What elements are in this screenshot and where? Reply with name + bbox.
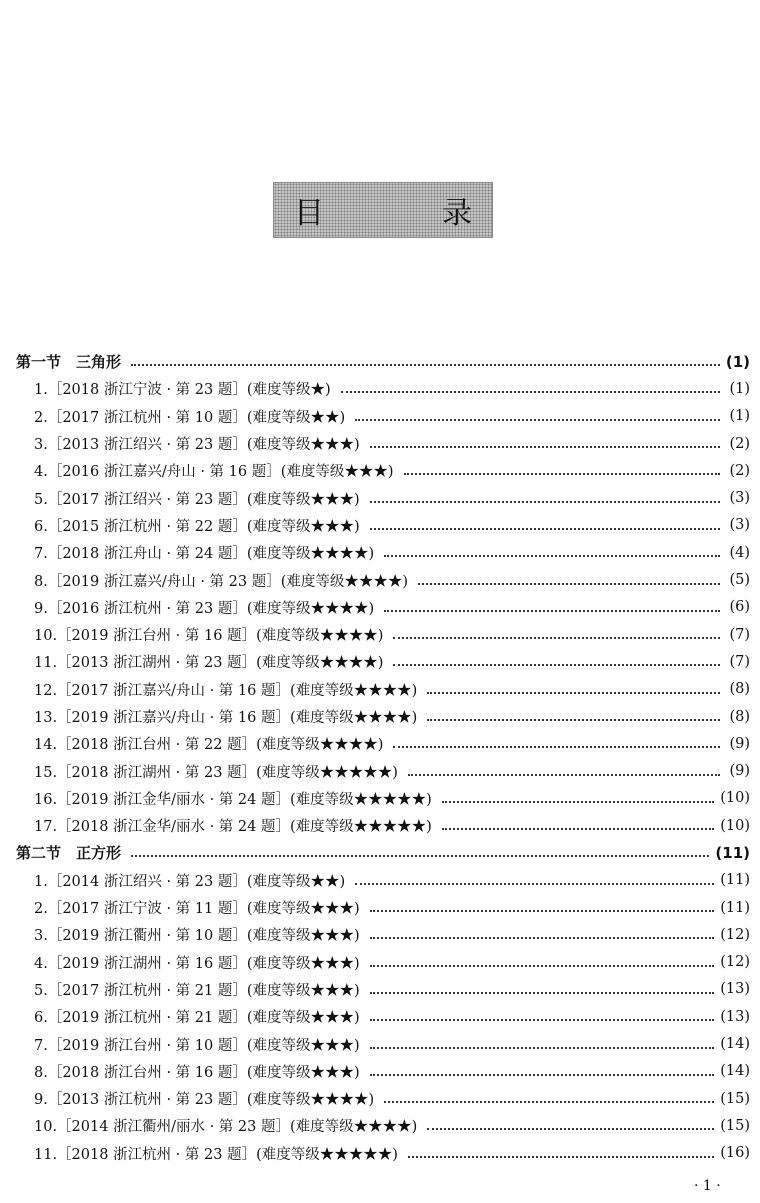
- page-number: · 1 ·: [694, 1178, 721, 1194]
- toc-entry[interactable]: [16, 703, 750, 730]
- toc-entry[interactable]: [16, 457, 750, 484]
- toc-section-heading[interactable]: [16, 839, 750, 866]
- toc-entry[interactable]: [16, 1140, 750, 1167]
- dot-leader: [370, 909, 715, 912]
- toc-entry[interactable]: [16, 375, 750, 402]
- toc-entry[interactable]: [16, 1085, 750, 1112]
- toc-entry[interactable]: [16, 403, 750, 430]
- dot-leader: [384, 609, 720, 612]
- entry-page-number: (8): [729, 681, 750, 698]
- entry-label: 7.［2018 浙江舟山 · 第 24 题］(难度等级★★★★): [34, 546, 375, 563]
- entry-page-number: (13): [720, 1008, 750, 1025]
- dot-leader: [408, 1155, 714, 1158]
- entry-page-number: (8): [729, 708, 750, 725]
- dot-leader: [404, 472, 720, 475]
- dot-leader: [370, 964, 715, 967]
- entry-label: 2.［2017 浙江宁波 · 第 11 题］(难度等级★★★): [34, 901, 360, 918]
- entry-page-number: (9): [729, 763, 750, 780]
- entry-page-number: (5): [729, 572, 750, 589]
- entry-label: 4.［2016 浙江嘉兴/舟山 · 第 16 题］(难度等级★★★): [34, 464, 394, 481]
- dot-leader: [384, 1100, 714, 1103]
- entry-page-number: (14): [720, 1063, 750, 1080]
- dot-leader: [370, 445, 720, 448]
- toc-entry[interactable]: [16, 566, 750, 593]
- entry-label: 16.［2019 浙江金华/丽水 · 第 24 题］(难度等级★★★★★): [34, 791, 432, 808]
- entry-label: 4.［2019 浙江湖州 · 第 16 题］(难度等级★★★): [34, 955, 360, 972]
- toc-entry[interactable]: [16, 539, 750, 566]
- entry-page-number: (16): [720, 1145, 750, 1162]
- entry-label: 8.［2019 浙江嘉兴/舟山 · 第 23 题］(难度等级★★★★): [34, 573, 409, 590]
- entry-label: 6.［2019 浙江杭州 · 第 21 题］(难度等级★★★): [34, 1010, 360, 1027]
- entry-page-number: (15): [720, 1117, 750, 1134]
- toc-entry[interactable]: [16, 1003, 750, 1030]
- toc-entry[interactable]: [16, 757, 750, 784]
- section-title: 第一节 三角形: [16, 353, 122, 372]
- entry-label: 6.［2015 浙江杭州 · 第 22 题］(难度等级★★★): [34, 518, 360, 535]
- dot-leader: [341, 390, 720, 393]
- entry-page-number: (2): [729, 435, 750, 452]
- toc-title-box: [273, 182, 516, 238]
- toc-title: 目 录: [294, 196, 516, 231]
- dot-leader: [370, 1046, 715, 1049]
- entry-label: 1.［2014 浙江绍兴 · 第 23 题］(难度等级★★): [34, 873, 346, 890]
- entry-label: 12.［2017 浙江嘉兴/舟山 · 第 16 题］(难度等级★★★★): [34, 682, 418, 699]
- toc-entry[interactable]: [16, 730, 750, 757]
- entry-page-number: (4): [729, 544, 750, 561]
- entry-page-number: (9): [729, 735, 750, 752]
- dot-leader: [418, 582, 720, 585]
- dot-leader: [384, 554, 720, 557]
- dot-leader: [393, 636, 720, 639]
- entry-page-number: (7): [729, 653, 750, 670]
- dot-leader: [370, 527, 720, 530]
- toc-entry[interactable]: [16, 921, 750, 948]
- entry-label: 3.［2013 浙江绍兴 · 第 23 题］(难度等级★★★): [34, 437, 360, 454]
- dot-leader: [408, 773, 720, 776]
- dot-leader: [393, 745, 720, 748]
- entry-label: 17.［2018 浙江金华/丽水 · 第 24 题］(难度等级★★★★★): [34, 819, 432, 836]
- toc-entry[interactable]: [16, 785, 750, 812]
- entry-label: 13.［2019 浙江嘉兴/舟山 · 第 16 题］(难度等级★★★★): [34, 710, 418, 726]
- entry-label: 11.［2018 浙江杭州 · 第 23 题］(难度等级★★★★★): [34, 1146, 398, 1163]
- dot-leader: [442, 827, 714, 830]
- toc-entry[interactable]: [16, 648, 750, 675]
- entry-label: 1.［2018 浙江宁波 · 第 23 题］(难度等级★): [34, 382, 331, 399]
- toc-entry[interactable]: [16, 867, 750, 894]
- entry-page-number: (10): [720, 790, 750, 807]
- section-page-number: (11): [715, 843, 750, 862]
- entry-label: 14.［2018 浙江台州 · 第 22 题］(难度等级★★★★): [34, 737, 384, 754]
- toc-section-heading[interactable]: [16, 348, 750, 375]
- entry-page-number: (2): [729, 462, 750, 479]
- dot-leader: [355, 882, 714, 885]
- section-page-number: (1): [725, 352, 750, 371]
- toc-entry[interactable]: [16, 430, 750, 457]
- entry-label: 11.［2013 浙江湖州 · 第 23 题］(难度等级★★★★): [34, 655, 384, 672]
- entry-page-number: (1): [729, 380, 750, 397]
- entry-page-number: (11): [720, 872, 750, 889]
- dot-leader: [427, 718, 720, 721]
- entry-page-number: (10): [720, 817, 750, 834]
- toc-entry[interactable]: [16, 621, 750, 648]
- toc-entry[interactable]: [16, 1058, 750, 1085]
- entry-page-number: (7): [729, 626, 750, 643]
- entry-label: 7.［2019 浙江台州 · 第 10 题］(难度等级★★★): [34, 1037, 360, 1054]
- entry-page-number: (11): [720, 899, 750, 916]
- entry-page-number: (12): [720, 926, 750, 943]
- dot-leader: [370, 1018, 715, 1021]
- entry-page-number: (14): [720, 1036, 750, 1053]
- entry-page-number: (3): [729, 490, 750, 507]
- table-of-contents: [16, 348, 750, 1167]
- dot-leader: [355, 418, 720, 421]
- toc-entry[interactable]: [16, 1030, 750, 1057]
- entry-label: 10.［2014 浙江衢州/丽水 · 第 23 题］(难度等级★★★★): [34, 1119, 418, 1136]
- entry-label: 2.［2017 浙江杭州 · 第 10 题］(难度等级★★): [34, 409, 346, 426]
- entry-label: 3.［2019 浙江衢州 · 第 10 题］(难度等级★★★): [34, 928, 360, 945]
- entry-page-number: (12): [720, 954, 750, 971]
- toc-entry[interactable]: [16, 512, 750, 539]
- entry-page-number: (6): [729, 599, 750, 616]
- entry-label: 8.［2018 浙江台州 · 第 16 题］(难度等级★★★): [34, 1064, 360, 1081]
- entry-label: 15.［2018 浙江湖州 · 第 23 题］(难度等级★★★★★): [34, 764, 398, 781]
- toc-entry[interactable]: [16, 484, 750, 511]
- entry-page-number: (15): [720, 1090, 750, 1107]
- toc-entry[interactable]: [16, 812, 750, 839]
- toc-entry[interactable]: [16, 949, 750, 976]
- dot-leader: [370, 500, 720, 503]
- toc-entry[interactable]: [16, 676, 750, 703]
- dot-leader: [370, 1073, 715, 1076]
- dot-leader: [131, 363, 720, 366]
- entry-page-number: (1): [729, 408, 750, 425]
- toc-entry[interactable]: [16, 976, 750, 1003]
- toc-entry[interactable]: [16, 894, 750, 921]
- entry-label: 9.［2016 浙江杭州 · 第 23 题］(难度等级★★★★): [34, 600, 375, 617]
- entry-label: 9.［2013 浙江杭州 · 第 23 题］(难度等级★★★★): [34, 1092, 375, 1109]
- entry-page-number: (3): [729, 517, 750, 534]
- dot-leader: [131, 854, 709, 857]
- entry-label: 5.［2017 浙江绍兴 · 第 23 题］(难度等级★★★): [34, 491, 360, 508]
- entry-page-number: (13): [720, 981, 750, 998]
- toc-entry[interactable]: [16, 1112, 750, 1139]
- dot-leader: [427, 1127, 714, 1130]
- dot-leader: [370, 936, 715, 939]
- dot-leader: [427, 691, 720, 694]
- dot-leader: [370, 991, 715, 994]
- toc-entry[interactable]: [16, 594, 750, 621]
- section-title: 第二节 正方形: [16, 844, 122, 863]
- dot-leader: [442, 800, 714, 803]
- dot-leader: [393, 663, 720, 666]
- entry-label: 5.［2017 浙江杭州 · 第 21 题］(难度等级★★★): [34, 982, 360, 999]
- entry-label: 10.［2019 浙江台州 · 第 16 题］(难度等级★★★★): [34, 628, 384, 645]
